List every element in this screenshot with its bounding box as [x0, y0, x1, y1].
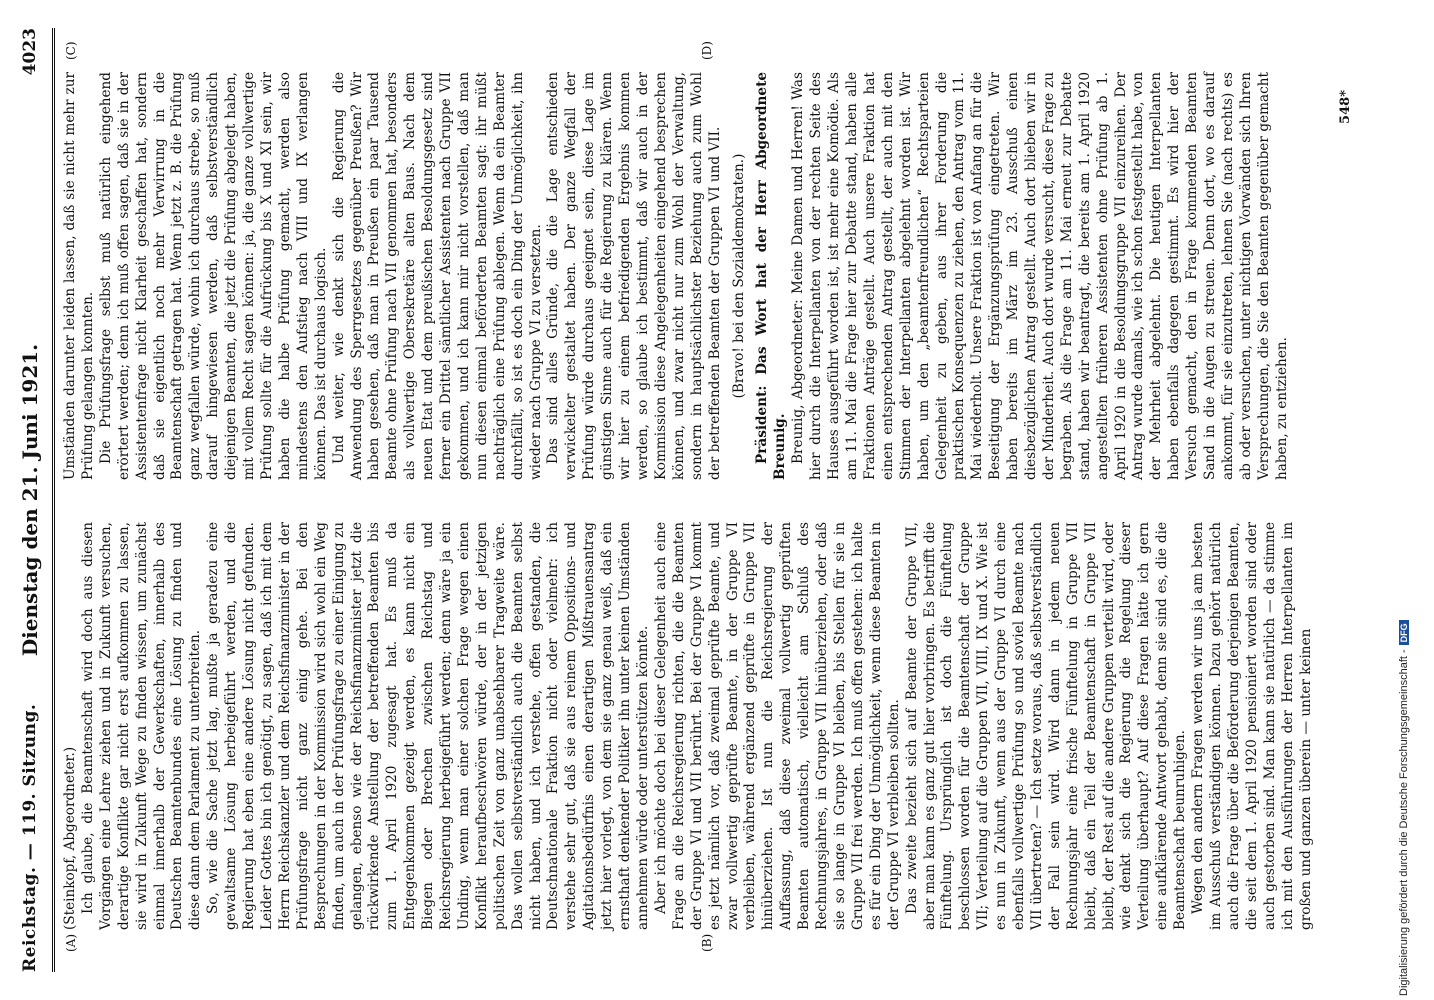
header-rule	[52, 28, 55, 972]
speaker-note: (Steinkopf, Abgeordneter.)	[62, 746, 78, 930]
paragraph: Das sind alles Gründe, die die Lage entschieden verwickelter gestaltet haben. Der ganze Wegfall der Prüfung würde durchaus geeignet sein, diese Lage im günstigen Sinne auch für die Regierung zu klären. Wenn wir hier zu einem befriedigenden Ergebnis kommen werden, so glaube ich bestimmt, daß wir auch in der Kommission diese Angelegenheiten eingehend besprechen können, und zwar nicht nur zum Wohl der Verwaltung, sondern in hauptsächlichster Beziehung auch zum Wohl der betreffenden Beamten der Gruppen VI und VII.	[545, 72, 723, 480]
header-date: Dienstag den 21. Juni 1921.	[18, 343, 42, 657]
paragraph: Das zweite bezieht sich auf Beamte der Gruppe VII, aber man kann es ganz gut hier vorbringen. Es betrifft die Fünftelung. Ursprünglich ist doch die Fünftelung beschlossen worden für die Beamtenschaft der Gruppe VII; Verteilung auf die Gruppen VII, VIII, IX und X. Wie ist es nun in Zukunft, wenn aus der Gruppe VI durch eine ebenfalls vollwertige Prüfung so und soviel Beamte nach VII übertreten? — Ich setze voraus, daß selbstverständlich der Fall sein wird. Wird dann in jedem neuen Rechnungsjahr eine frische Fünftelung in Gruppe VII bleibt, daß ein Teil der Beamtenschaft in Gruppe VII bleibt, der Rest auf die andere Gruppen verteilt wird, oder wie denkt sich die Regierung die Regelung dieser Verteilung überhaupt? Auf diese Fragen hätte ich gern eine aufklärende Antwort gehabt, denn sie sind es, die die Beamtenschaft beunruhigen.	[903, 522, 1189, 930]
paragraph: Wegen den andern Fragen werden wir uns ja am besten im Ausschuß verständigen können. Dazu gehört natürlich auch die Frage über die Beförderung derjenigen Beamten, die seit dem 1. April 1920 pensioniert worden sind oder auch gestorben sind. Man kann sie natürlich — da stimme ich mit den Ausführungen der Herren Interpellanten im großen und ganzen überein — unter keinen	[1190, 522, 1314, 930]
margin-mark-a: (A)	[64, 933, 78, 952]
page-header	[10, 28, 50, 972]
header-session: Reichstag. — 119. Sitzung.	[20, 703, 40, 972]
margin-mark-d: (D)	[700, 41, 714, 60]
right-column	[62, 72, 1292, 480]
paragraph: Ich glaube, die Beamtenschaft wird doch aus diesen Vorgängen eine Lehre ziehen und in Zukunft versuchen, derartige Konflikte gar nicht erst aufkommen zu lassen, sie wird in Zukunft Wege zu finden wissen, um zunächst einmal innerhalb der Gewerkschaften, innerhalb des Deutschen Beamtenbundes eine Lösung zu finden und diese dann dem Parlament zu unterbreiten.	[79, 522, 204, 930]
dfg-logo: DFG	[1399, 620, 1409, 645]
margin-mark-c: (C)	[64, 41, 78, 60]
applause-note: (Bravo! bei den Sozialdemokraten.)	[730, 153, 747, 399]
paragraph: Breunig, Abgeordneter: Meine Damen und Herren! Was hier durch die Interpellanten von der rechten Seite des Hauses ausgeführt worden ist, ist mehr eine Komödie. Als am 11. Mai die Frage hier zur Debatte stand, haben alle Fraktionen Anträge gestellt. Auch unsere Fraktion hat einen entsprechenden Antrag gestellt, der auch mit den Stimmen der Interpellanten abgelehnt worden ist. Wir haben, um den „beamtenfreundlichen“ Rechtsparteien Gelegenheit zu geben, aus ihrer Forderung die praktischen Konsequenzen zu ziehen, den Antrag vom 11. Mai wiederholt. Unsere Fraktion ist von Anfang an für die Beseitigung der Ergänzungsprüfung eingetreten. Wir haben bereits im März im 23. Ausschuß einen diesbezüglichen Antrag gestellt. Auch dort blieben wir in der Minderheit. Auch dort wurde versucht, diese Frage zu begraben. Als die Frage am 11. Mai erneut zur Debatte stand, haben wir beantragt, die bereits am 1. April 1920 angestellten früheren Assistenten ohne Prüfung ab 1. April 1920 in die Besoldungsgruppe VII einzureihen. Der Antrag wurde damals, wie ich schon festgestellt habe, von der Mehrheit abgelehnt. Die heutigen Interpellanten haben ebenfalls dagegen gestimmt. Es wird hier der Versuch gemacht, den in Frage kommenden Beamten Sand in die Augen zu streuen. Denn dort, wo es darauf ankommt, für sie einzutreten, lehnen Sie (nach rechts) es ab oder versuchen, unter nichtigen Vorwänden sich Ihren Versprechungen, die Sie den Beamten gegenüber gemacht haben, zu entziehen.	[790, 72, 1290, 480]
digitization-note: Digitalisierung gefördert durch die Deutsche Forschungsgemeinschaft -	[1398, 649, 1410, 996]
paragraph: Die Prüfungsfrage selbst muß natürlich eingehend erörtert werden; denn ich muß offen sagen, daß sie in der Assistentenfrage nicht Klarheit geschaffen hat, sondern daß sie eigentlich noch mehr Verwirrung in die Beamtenschaft getragen hat. Wenn jetzt z. B. die Prüfung ganz wegfallen würde, wohin ich durchaus strebe, so muß darauf hingewiesen werden, daß selbstverständlich diejenigen Beamten, die jetzt die Prüfung abgelegt haben, mit vollem Recht sagen können: ja, die ganze vollwertige Prüfung sollte für die Aufrückung bis X und XI sein, wir haben die halbe Prüfung gemacht, werden also mindestens den Aufstieg nach VIII und IX verlangen können. Das ist durchaus logisch.	[97, 72, 329, 480]
paragraph: Aber ich möchte doch bei dieser Gelegenheit auch eine Frage an die Reichsregierung richten, die die Beamten der Gruppe VI und VII berührt. Bei der Gruppe VI kommt es jetzt nämlich vor, daß zweimal geprüfte Beamte, und zwar vollwertig geprüfte Beamte, in der Gruppe VI verbleiben, während ergänzend geprüfte in Gruppe VII hinüberziehen. Ist nun die Reichsregierung der Auffassung, daß diese zweimal vollwertig geprüften Beamten automatisch, vielleicht am Schluß des Rechnungsjahres, in Gruppe VII hinüberziehen, oder daß sie so lange in Gruppe VI bleiben, bis Stellen für sie in Gruppe VII frei werden. Ich muß offen gestehen: ich halte es für ein Ding der Unmöglichkeit, wenn diese Beamten in der Gruppe VI verbleiben sollten.	[652, 522, 902, 930]
president-remark: Präsident: Das Wort hat der Herr Abgeordnete Breunig.	[754, 72, 789, 480]
page-signature: 548*	[1338, 90, 1353, 124]
margin-mark-b: (B)	[700, 933, 714, 952]
left-column	[62, 522, 1315, 930]
page-number: 4023	[20, 28, 40, 76]
paragraph: Und weiter, wie denkt sich die Regierung die Anwendung des Sperrgesetzes gegenüber Preußen? Wir haben gesehen, daß man in Preußen ein paar Tausend Beamte ohne Prüfung nach VII genommen hat, besonders als vollwertige Obersekretäre alten Baus. Nach dem neuen Etat und dem preußischen Besoldungsgesetz sind ferner ein Drittel sämtlicher Assistenten nach Gruppe VII gekommen, und ich kann mir nicht vorstellen, daß man nun diesen einmal beförderten Beamten sagt: ihr müßt nachträglich eine Prüfung ablegen. Wenn da ein Beamter durchfällt, so ist es doch ein Ding der Unmöglichkeit, ihn wieder nach Gruppe VI zu versetzen.	[330, 72, 544, 480]
paragraph: Umständen darunter leiden lassen, daß sie nicht mehr zur Prüfung gelangen konnten.	[62, 72, 96, 480]
digitization-credit	[1398, 6, 1410, 996]
paragraph: So, wie die Sache jetzt lag, mußte ja geradezu eine gewaltsame Lösung herbeigeführt werden, und die Regierung hat eben eine andere Lösung nicht gefunden. Leider Gottes bin ich genötigt, zu sagen, daß ich mit dem Herrn Reichskanzler und dem Reichsfinanzminister in der Prüfungsfrage nicht ganz einig gehe. Bei den Besprechungen in der Kommission wird sich wohl ein Weg finden, um auch in der Prüfungsfrage zu einer Einigung zu gelangen, ebenso wie der Reichsfinanzminister jetzt die rückwirkende Anstellung der betreffenden Beamten bis zum 1. April 1920 zugesagt hat. Es muß da Entgegenkommen gezeigt werden, es kann nicht ein Biegen oder Brechen zwischen Reichstag und Reichsregierung herbeigeführt werden; denn wäre ja ein Unding, wenn man einer solchen Frage wegen einen Konflikt heraufbeschwören würde, der in der jetzigen politischen Zeit von ganz unabsehbarer Tragweite wäre. Das wollen selbstverständlich auch die Beamten selbst nicht haben, und ich verstehe, offen gestanden, die Deutschnationale Fraktion nicht oder vielmehr: ich verstehe sehr gut, daß sie aus reinem Oppositions- und Agitationsbedürfnis einen derartigen Mißtrauensantrag jetzt hier vorlegt, von dem sie ganz genau weiß, daß ein ernsthaft denkender Politiker ihn unter keinen Umständen annehmen würde oder unterstützen könnte.	[205, 522, 651, 930]
